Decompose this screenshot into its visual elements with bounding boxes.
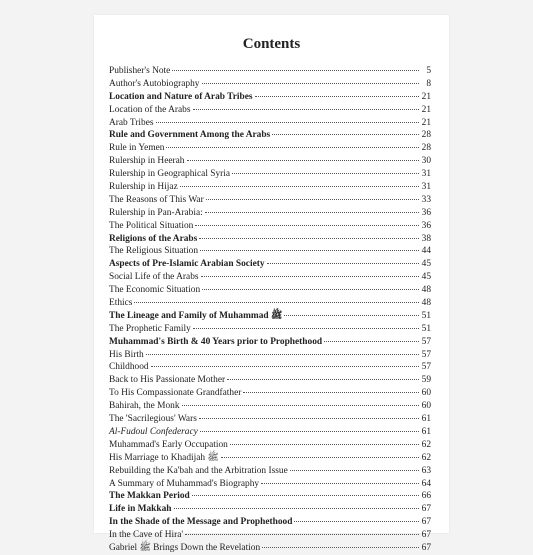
toc-entry-label: Social Life of the Arabs xyxy=(109,272,199,283)
toc-entry-label: Religions of the Arabs xyxy=(109,233,198,244)
dot-leader xyxy=(290,470,419,471)
toc-entry-page-number: 62 xyxy=(421,439,431,450)
toc-entry xyxy=(109,91,431,104)
toc-entry-page-number: 45 xyxy=(421,272,431,283)
dot-leader xyxy=(230,444,419,445)
toc-entry-page-number: 8 xyxy=(426,78,431,89)
toc-entry-page-number: 21 xyxy=(421,104,431,115)
dot-leader xyxy=(200,431,419,432)
toc-entry-label: Back to His Passionate Mother xyxy=(109,375,226,386)
toc-entry xyxy=(109,220,431,233)
toc-entry xyxy=(109,233,431,246)
toc-entry-label: Arab Tribes xyxy=(109,117,154,128)
toc-entry-page-number: 63 xyxy=(421,465,431,476)
dot-leader xyxy=(294,521,419,522)
toc-entry-label: The Lineage and Family of Muhammad ﷺ xyxy=(109,310,283,321)
toc-entry-page-number: 66 xyxy=(421,491,431,502)
dot-leader xyxy=(324,341,419,342)
toc-entry xyxy=(109,65,431,78)
toc-entry-page-number: 51 xyxy=(421,310,431,321)
page-title: Contents xyxy=(242,36,301,52)
dot-leader xyxy=(180,186,419,187)
dot-leader xyxy=(221,457,419,458)
dot-leader xyxy=(172,70,419,71)
toc-entry xyxy=(109,284,431,297)
toc-entry-page-number: 31 xyxy=(421,169,431,180)
toc-entry-page-number: 64 xyxy=(421,478,431,489)
toc-entry-page-number: 5 xyxy=(426,66,431,76)
toc-entry-page-number: 61 xyxy=(421,426,431,437)
toc-entry xyxy=(109,374,431,387)
toc-entry-label: Author's Autobiography xyxy=(109,78,200,89)
toc-entry-page-number: 67 xyxy=(421,542,431,553)
toc-entry-label: Gabriel ﷺ Brings Down the Revelation xyxy=(109,542,261,553)
dot-leader xyxy=(185,534,419,535)
toc-entry xyxy=(109,413,431,426)
toc-entry xyxy=(109,258,431,271)
toc-entry-page-number: 57 xyxy=(421,336,431,347)
toc-entry xyxy=(109,349,431,362)
toc-entry-label: The Prophetic Family xyxy=(109,323,191,334)
toc-entry-label: Ethics xyxy=(109,298,133,309)
toc-entry-page-number: 67 xyxy=(421,517,431,528)
toc-entry-page-number: 30 xyxy=(421,156,431,167)
toc-entry-page-number: 33 xyxy=(421,194,431,205)
toc-entry-label: Rulership in Heerah xyxy=(109,156,185,167)
toc-entry-label: Rule in Yemen xyxy=(109,143,165,154)
toc-entry xyxy=(109,490,431,503)
toc-entry xyxy=(109,271,431,284)
toc-entry-label: In the Cave of Hira' xyxy=(109,530,184,541)
toc-entry-label: Aspects of Pre-Islamic Arabian Society xyxy=(109,259,265,270)
dot-leader xyxy=(156,122,419,123)
dot-leader xyxy=(205,212,419,213)
toc-entry-page-number: 60 xyxy=(421,401,431,412)
toc-entry-page-number: 45 xyxy=(421,259,431,270)
toc-entry-page-number: 60 xyxy=(421,388,431,399)
toc-entry-label: Al-Fudoul Confederacy xyxy=(109,426,198,437)
toc-entry-label: Muhammad's Early Occupation xyxy=(109,439,228,450)
toc-entry-page-number: 57 xyxy=(421,362,431,373)
dot-leader xyxy=(187,160,420,161)
toc-entry-label: Bahirah, the Monk xyxy=(109,401,180,412)
toc-entry xyxy=(109,168,431,181)
toc-entry-page-number: 31 xyxy=(421,182,431,193)
dot-leader xyxy=(200,250,419,251)
toc-entry xyxy=(109,104,431,117)
toc-entry-label: His Marriage to Khadijah ﷺ xyxy=(109,452,219,463)
toc-entry-page-number: 59 xyxy=(421,375,431,386)
toc-entry-label: Rulership in Geographical Syria xyxy=(109,169,231,180)
toc-entry xyxy=(109,503,431,516)
toc-entry-label: In the Shade of the Message and Prophethood xyxy=(109,517,293,528)
table-of-contents xyxy=(109,65,431,555)
toc-entry xyxy=(109,78,431,91)
dot-leader xyxy=(261,483,419,484)
dot-leader xyxy=(272,134,419,135)
dot-leader xyxy=(199,418,419,419)
dot-leader xyxy=(146,354,419,355)
dot-leader xyxy=(262,547,419,548)
toc-entry-label: Location of the Arabs xyxy=(109,104,191,115)
toc-entry xyxy=(109,336,431,349)
toc-entry xyxy=(109,478,431,491)
toc-entry-page-number: 21 xyxy=(421,91,431,102)
toc-entry xyxy=(109,400,431,413)
dot-leader xyxy=(182,405,419,406)
toc-entry-page-number: 62 xyxy=(421,452,431,463)
dot-leader xyxy=(195,225,419,226)
toc-entry-label: Rule and Government Among the Arabs xyxy=(109,130,271,141)
toc-entry-page-number: 44 xyxy=(421,246,431,257)
toc-entry-label: Childhood xyxy=(109,362,149,373)
toc-entry-page-number: 57 xyxy=(421,349,431,360)
toc-entry-page-number: 28 xyxy=(421,143,431,154)
toc-entry-page-number: 36 xyxy=(421,220,431,231)
dot-leader xyxy=(174,508,419,509)
toc-entry-page-number: 51 xyxy=(421,323,431,334)
toc-entry-label: Muhammad's Birth & 40 Years prior to Prophethood xyxy=(109,336,323,347)
toc-entry xyxy=(109,181,431,194)
dot-leader xyxy=(134,302,419,303)
toc-entry xyxy=(109,542,431,555)
toc-entry-label: To His Compassionate Grandfather xyxy=(109,388,242,399)
dot-leader xyxy=(255,96,420,97)
toc-entry-label: Rulership in Pan-Arabia: xyxy=(109,207,203,218)
dot-leader xyxy=(206,199,419,200)
toc-entry xyxy=(109,297,431,310)
dot-leader xyxy=(192,495,419,496)
toc-entry-label: The Religious Situation xyxy=(109,246,199,257)
dot-leader xyxy=(202,83,420,84)
toc-entry xyxy=(109,387,431,400)
toc-entry-label: Life in Makkah xyxy=(109,504,172,515)
dot-leader xyxy=(227,379,419,380)
toc-entry-label: His Birth xyxy=(109,349,144,360)
toc-entry-page-number: 48 xyxy=(421,298,431,309)
toc-entry xyxy=(109,155,431,168)
toc-entry xyxy=(109,194,431,207)
toc-entry-page-number: 67 xyxy=(421,530,431,541)
toc-entry-page-number: 48 xyxy=(421,285,431,296)
toc-entry-label: The Makkan Period xyxy=(109,491,190,502)
dot-leader xyxy=(199,238,419,239)
dot-leader xyxy=(151,366,419,367)
toc-entry xyxy=(109,310,431,323)
toc-entry-label: Rulership in Hijaz xyxy=(109,182,178,193)
dot-leader xyxy=(193,328,419,329)
dot-leader xyxy=(284,315,419,316)
dot-leader xyxy=(243,392,419,393)
dot-leader xyxy=(201,276,419,277)
dot-leader xyxy=(166,147,419,148)
toc-entry-label: The Reasons of This War xyxy=(109,194,204,205)
toc-entry-page-number: 36 xyxy=(421,207,431,218)
toc-entry-label: The Economic Situation xyxy=(109,285,201,296)
toc-entry xyxy=(109,129,431,142)
toc-entry-page-number: 67 xyxy=(421,504,431,515)
toc-entry xyxy=(109,323,431,336)
toc-entry xyxy=(109,207,431,220)
toc-entry-label: Publisher's Note xyxy=(109,66,171,76)
toc-entry xyxy=(109,245,431,258)
toc-entry xyxy=(109,361,431,374)
toc-entry-label: The Political Situation xyxy=(109,220,194,231)
toc-entry xyxy=(109,117,431,130)
toc-entry-label: A Summary of Muhammad's Biography xyxy=(109,478,260,489)
dot-leader xyxy=(193,109,420,110)
toc-entry-label: Location and Nature of Arab Tribes xyxy=(109,91,253,102)
dot-leader xyxy=(232,173,419,174)
toc-entry-page-number: 28 xyxy=(421,130,431,141)
dot-leader xyxy=(267,263,419,264)
toc-entry-label: The 'Sacrilegious' Wars xyxy=(109,414,197,425)
toc-entry xyxy=(109,465,431,478)
toc-entry xyxy=(109,452,431,465)
toc-entry xyxy=(109,426,431,439)
toc-entry xyxy=(109,439,431,452)
dot-leader xyxy=(202,289,419,290)
toc-entry-page-number: 61 xyxy=(421,414,431,425)
toc-entry-label: Rebuilding the Ka'bah and the Arbitration Issue xyxy=(109,465,288,476)
toc-entry xyxy=(109,529,431,542)
toc-entry xyxy=(109,516,431,529)
toc-entry-page-number: 38 xyxy=(421,233,431,244)
toc-entry xyxy=(109,142,431,155)
toc-entry-page-number: 21 xyxy=(421,117,431,128)
